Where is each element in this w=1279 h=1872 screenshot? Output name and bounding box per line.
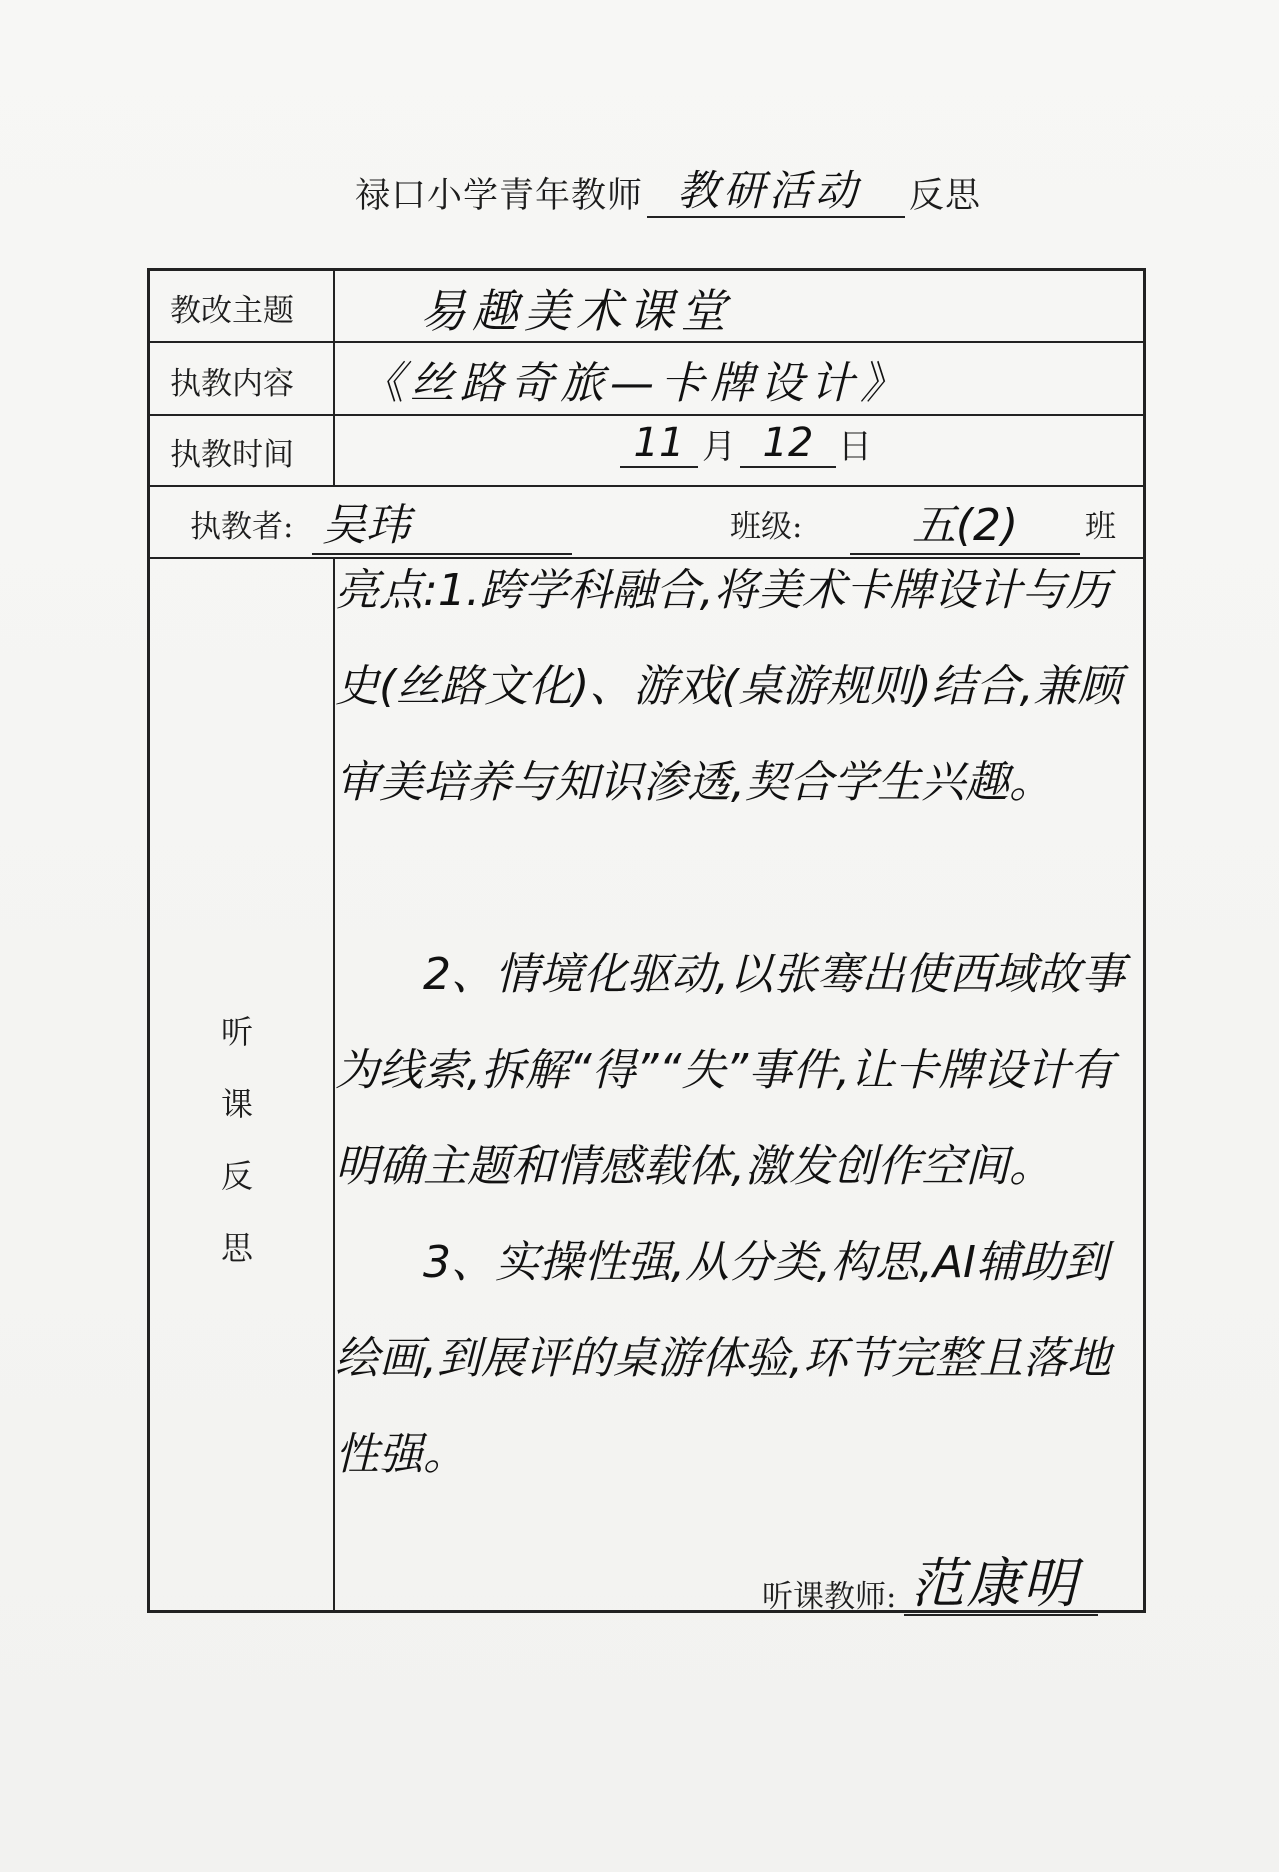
day-unit: 日	[838, 427, 872, 467]
reflection-label	[212, 996, 262, 1284]
theme-value: 易趣美术课堂	[420, 284, 732, 338]
month-unit: 月	[702, 427, 736, 467]
class-value: 五(2)	[850, 489, 1080, 555]
listener-signature-row	[762, 1554, 1098, 1616]
reflection-paragraph: 亮点:1.跨学科融合,将美术卡牌设计与历史(丝路文化)、游戏(桌游规则)结合,兼顾审美培养与知识渗透,契合学生兴趣。	[335, 565, 1122, 808]
listener-signature: 范康明	[904, 1554, 1098, 1616]
listener-label: 听课教师:	[762, 1579, 897, 1615]
time-value	[620, 419, 872, 468]
teacher-value: 吴玮	[312, 489, 572, 555]
month-value: 11	[620, 420, 698, 468]
theme-label: 教改主题	[170, 293, 294, 329]
content-label: 执教内容	[170, 366, 294, 402]
title-suffix: 反思	[909, 176, 982, 216]
content-value: 《丝路奇旅—卡牌设计》	[360, 358, 910, 409]
reflection-label-char: 思	[220, 1229, 253, 1267]
reflection-label-char: 课	[220, 1085, 253, 1123]
title-prefix: 禄口小学青年教师	[355, 176, 644, 216]
title-handwritten-fill: 教研活动	[677, 166, 862, 215]
reflection-label-char: 听	[220, 1013, 253, 1051]
form-table	[147, 268, 1146, 1613]
reflection-text	[335, 543, 1140, 1503]
page-title	[355, 168, 981, 218]
class-suffix: 班	[1085, 509, 1116, 545]
title-blank	[647, 166, 905, 218]
reflection-label-char: 反	[220, 1157, 253, 1195]
reflection-paragraph: 3、实操性强,从分类,构思,AI辅助到绘画,到展评的桌游体验,环节完整且落地性强。	[335, 1237, 1111, 1480]
time-label: 执教时间	[170, 437, 294, 473]
class-label: 班级:	[730, 509, 803, 545]
row-divider	[150, 485, 1143, 487]
row-divider	[150, 414, 1143, 416]
row-divider	[150, 341, 1143, 343]
column-divider	[333, 271, 335, 485]
day-value: 12	[740, 420, 836, 468]
teacher-label: 执教者:	[190, 509, 294, 545]
reflection-paragraph: 2、情境化驱动,以张骞出使西域故事为线索,拆解“得”“失”事件,让卡牌设计有明确主题和情感载体,激发创作空间。	[335, 949, 1125, 1192]
